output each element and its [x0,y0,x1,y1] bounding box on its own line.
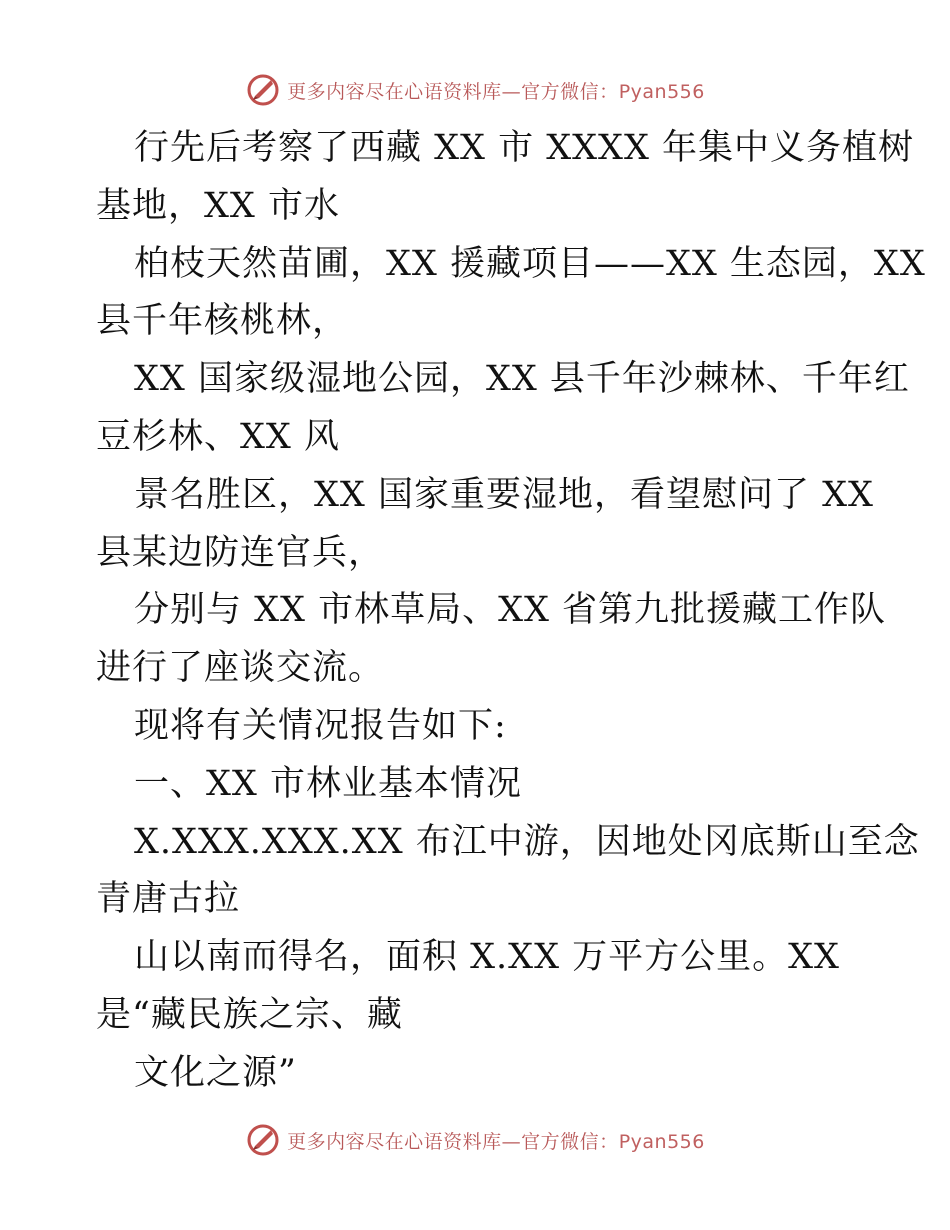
body-line: 山以南而得名，面积 X.XX 万平方公里。XX [134,937,840,978]
body-line: 景名胜区，XX 国家重要湿地，看望慰问了 XX [134,474,874,515]
body-line: 柏枝天然苗圃，XX 援藏项目——XX 生态园，XX [134,243,926,284]
body-line: 现将有关情况报告如下: [134,705,507,746]
body-line: 青唐古拉 [96,879,241,920]
document-body [96,120,926,1103]
quill-logo-icon [245,72,281,108]
body-line: 分别与 XX 市林草局、XX 省第九批援藏工作队 [134,590,887,631]
body-line: 是“藏民族之宗、藏 [96,994,403,1035]
quill-logo-icon [245,1122,281,1158]
body-line: 基地，XX 市水 [96,185,340,226]
footer-banner-text: 更多内容尽在心语资料库—官方微信：Pyan556 [287,1130,705,1153]
footer-banner [0,1120,950,1160]
body-line: XX 国家级湿地公园，XX 县千年沙棘林、千年红 [134,359,910,400]
body-line: 文化之源” [134,1052,297,1093]
header-banner [0,70,950,110]
body-line: 县千年核桃林， [96,301,349,342]
body-line: 行先后考察了西藏 XX 市 XXXX 年集中义务植树 [134,128,915,168]
body-line: 县某边防连官兵， [96,532,385,573]
body-line: 进行了座谈交流。 [96,648,385,689]
body-line: X.XXX.XXX.XX 布江中游，因地处冈底斯山至念 [134,821,920,862]
section-heading: 一、XX 市林业基本情况 [134,763,522,804]
body-line: 豆杉林、XX 风 [96,416,340,457]
header-banner-text: 更多内容尽在心语资料库—官方微信：Pyan556 [287,80,705,103]
